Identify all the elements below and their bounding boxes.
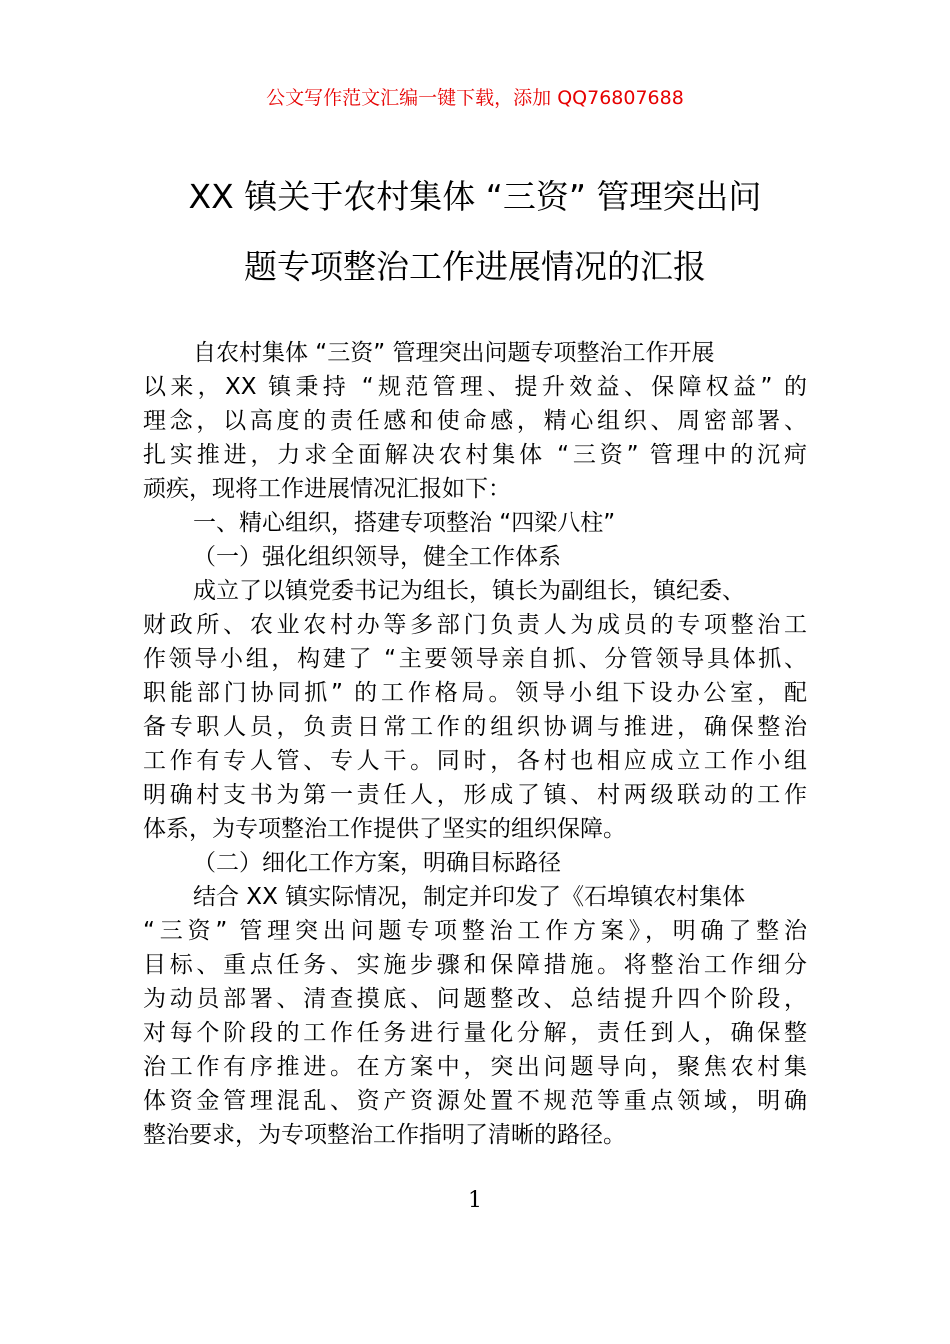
paragraph-line: 财政所、农业农村办等多部门负责人为成员的专项整治工 <box>143 612 807 638</box>
paragraph-line: 体系，为专项整治工作提供了坚实的组织保障。 <box>143 816 626 842</box>
section-heading: 一、精心组织，搭建专项整治 “四梁八柱” <box>193 510 616 536</box>
paragraph-line: “三资” 管理突出问题专项整治工作方案》，明确了整治 <box>143 918 807 944</box>
paragraph-line: 整治要求，为专项整治工作指明了清晰的路径。 <box>143 1122 626 1148</box>
document-body <box>143 336 807 1152</box>
paragraph-line: 结合 XX 镇实际情况，制定并印发了《石埠镇农村集体 <box>193 884 746 910</box>
subsection-heading: （二）细化工作方案，明确目标路径 <box>193 850 561 876</box>
subsection-heading: （一）强化组织领导，健全工作体系 <box>193 544 561 570</box>
document-title-line-2: 题专项整治工作进展情况的汇报 <box>244 247 706 286</box>
page-number: 1 <box>468 1188 482 1213</box>
paragraph-line: 成立了以镇党委书记为组长，镇长为副组长，镇纪委、 <box>193 578 745 604</box>
document-title-line-1: XX 镇关于农村集体 “三资” 管理突出问 <box>188 177 762 216</box>
paragraph-line: 扎实推进，力求全面解决农村集体 “三资” 管理中的沉疴 <box>143 442 807 468</box>
paragraph-line: 对每个阶段的工作任务进行量化分解，责任到人，确保整 <box>143 1020 807 1046</box>
paragraph-line: 明确村支书为第一责任人，形成了镇、村两级联动的工作 <box>143 782 807 808</box>
paragraph-line: 为动员部署、清查摸底、问题整改、总结提升四个阶段， <box>143 986 807 1012</box>
paragraph-line: 目标、重点任务、实施步骤和保障措施。将整治工作细分 <box>143 952 807 978</box>
paragraph-line: 体资金管理混乱、资产资源处置不规范等重点领域，明确 <box>143 1088 807 1114</box>
paragraph-line: 作领导小组，构建了 “主要领导亲自抓、分管领导具体抓、 <box>143 646 807 672</box>
paragraph-line: 理念，以高度的责任感和使命感，精心组织、周密部署、 <box>143 408 807 434</box>
paragraph-line: 治工作有序推进。在方案中，突出问题导向，聚焦农村集 <box>143 1054 807 1080</box>
paragraph-line: 顽疾，现将工作进展情况汇报如下： <box>143 476 511 502</box>
paragraph-line: 自农村集体 “三资” 管理突出问题专项整治工作开展 <box>193 340 715 366</box>
paragraph-line: 职能部门协同抓” 的工作格局。领导小组下设办公室，配 <box>143 680 807 706</box>
paragraph-line: 工作有专人管、专人干。同时，各村也相应成立工作小组 <box>143 748 807 774</box>
paragraph-line: 备专职人员，负责日常工作的组织协调与推进，确保整治 <box>143 714 807 740</box>
paragraph-line: 以来，XX 镇秉持 “规范管理、提升效益、保障权益” 的 <box>143 374 807 400</box>
download-banner: 公文写作范文汇编一键下载，添加 QQ76807688 <box>266 87 684 109</box>
